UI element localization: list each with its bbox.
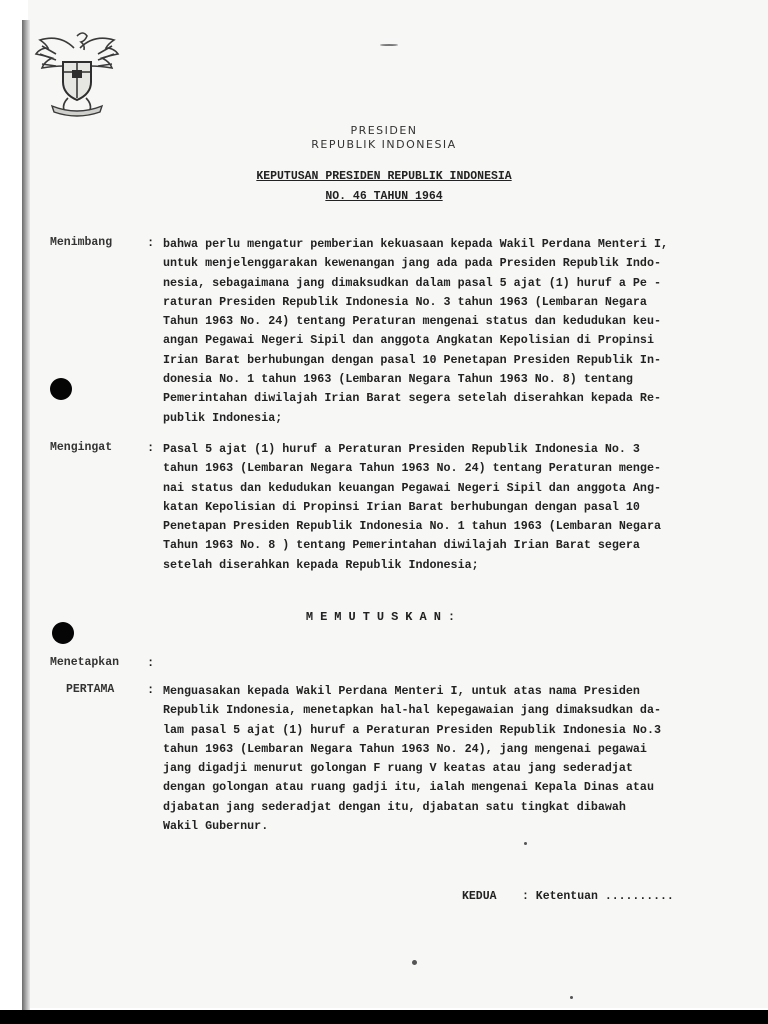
menimbang-line: donesia No. 1 tahun 1963 (Lembaran Negara Tahun 1963 No. 8) tentang (163, 372, 633, 387)
menimbang-line: publik Indonesia; (163, 410, 283, 425)
punch-hole-lower (52, 622, 74, 644)
menimbang-paragraph (163, 235, 703, 428)
scan-speck (524, 842, 527, 845)
menimbang-line: bahwa perlu mengatur pemberian kekuasaan kepada Wakil Perdana Menteri I, (163, 237, 668, 251)
pertama-line: Wakil Gubernur. (163, 819, 269, 834)
mengingat-paragraph (163, 440, 703, 575)
header-line-republic: REPUBLIK INDONESIA (311, 138, 457, 151)
pertama-colon: : (147, 683, 155, 697)
pertama-paragraph (163, 682, 703, 836)
pertama-line: Republik Indonesia, menetapkan hal-hal kepegawaian jang dimaksudkan da- (163, 703, 661, 718)
mengingat-line: nai status dan kedudukan keuangan Pegawai Negeri Sipil dan anggota Ang- (163, 480, 661, 495)
memutuskan-heading: MEMUTUSKAN: (305, 610, 463, 624)
scan-speck (412, 960, 417, 965)
kedua-label: KEDUA (462, 890, 497, 903)
garuda-emblem-icon (30, 26, 124, 122)
pertama-line: Menguasakan kepada Wakil Perdana Menteri I, untuk atas nama Presiden (163, 684, 640, 698)
page-left-edge (22, 20, 30, 1010)
menimbang-line: angan Pegawai Negeri Sipil dan anggota Angkatan Kepolisian di Propinsi (163, 333, 654, 348)
menimbang-line: Irian Barat berhubungan dengan pasal 10 Penetapan Presiden Republik In- (163, 352, 661, 367)
menetapkan-colon: : (147, 656, 155, 670)
pertama-label: PERTAMA (66, 683, 115, 696)
menimbang-label: Menimbang (50, 236, 113, 249)
pertama-line: lam pasal 5 ajat (1) huruf a Peraturan Presiden Republik Indonesia No.3 (163, 722, 661, 737)
decree-number: NO. 46 TAHUN 1964 (325, 190, 443, 203)
menimbang-colon: : (147, 236, 155, 250)
mengingat-line: Penetapan Presiden Republik Indonesia No. 1 tahun 1963 (Lembaran Negara (163, 519, 661, 534)
mengingat-line: katan Kepolisian di Propinsi Irian Barat berhubungan dengan pasal 10 (163, 499, 640, 514)
kedua-continuation: : Ketentuan .......... (522, 890, 674, 903)
header-line-president: PRESIDEN (350, 124, 418, 137)
menimbang-line: Pemerintahan diwilajah Irian Barat segera setelah diserahkan kepada Re- (163, 391, 661, 406)
mengingat-line: tahun 1963 (Lembaran Negara Tahun 1963 No. 24) tentang Peraturan menge- (163, 461, 661, 476)
menetapkan-label: Menetapkan (50, 656, 120, 669)
menimbang-line: untuk menjelenggarakan kewenangan jang ada pada Presiden Republik Indo- (163, 256, 661, 271)
pertama-line: tahun 1963 (Lembaran Negara Tahun 1963 No. 24), jang mengenai pegawai (163, 741, 647, 756)
menimbang-line: raturan Presiden Republik Indonesia No. 3 tahun 1963 (Lembaran Negara (163, 294, 647, 309)
decree-title: KEPUTUSAN PRESIDEN REPUBLIK INDONESIA (256, 170, 512, 183)
menimbang-line: nesia, sebagaimana jang dimaksudkan dalam pasal 5 ajat (1) huruf a Pe - (163, 275, 661, 290)
menimbang-line: Tahun 1963 No. 24) tentang Peraturan mengenai status dan kedudukan keu- (163, 314, 661, 329)
mengingat-line: Tahun 1963 No. 8 ) tentang Pemerintahan diwilajah Irian Barat segera (163, 538, 640, 553)
scan-speck (570, 996, 573, 999)
mengingat-line: setelah diserahkan kepada Republik Indonesia; (163, 557, 479, 572)
scan-bottom-border (0, 1010, 768, 1024)
punch-hole-upper (50, 378, 72, 400)
pertama-line: dengan golongan atau ruang gadji itu, ialah mengenai Kepala Dinas atau (163, 780, 654, 795)
pertama-line: djabatan jang sederadjat dengan itu, djabatan satu tingkat dibawah (163, 799, 626, 814)
mengingat-line: Pasal 5 ajat (1) huruf a Peraturan Presiden Republik Indonesia No. 3 (163, 442, 640, 456)
mengingat-colon: : (147, 441, 155, 455)
mengingat-label: Mengingat (50, 441, 113, 454)
scan-speck (380, 44, 398, 46)
pertama-line: jang digadji menurut golongan F ruang V keatas atau jang sederadjat (163, 761, 633, 776)
